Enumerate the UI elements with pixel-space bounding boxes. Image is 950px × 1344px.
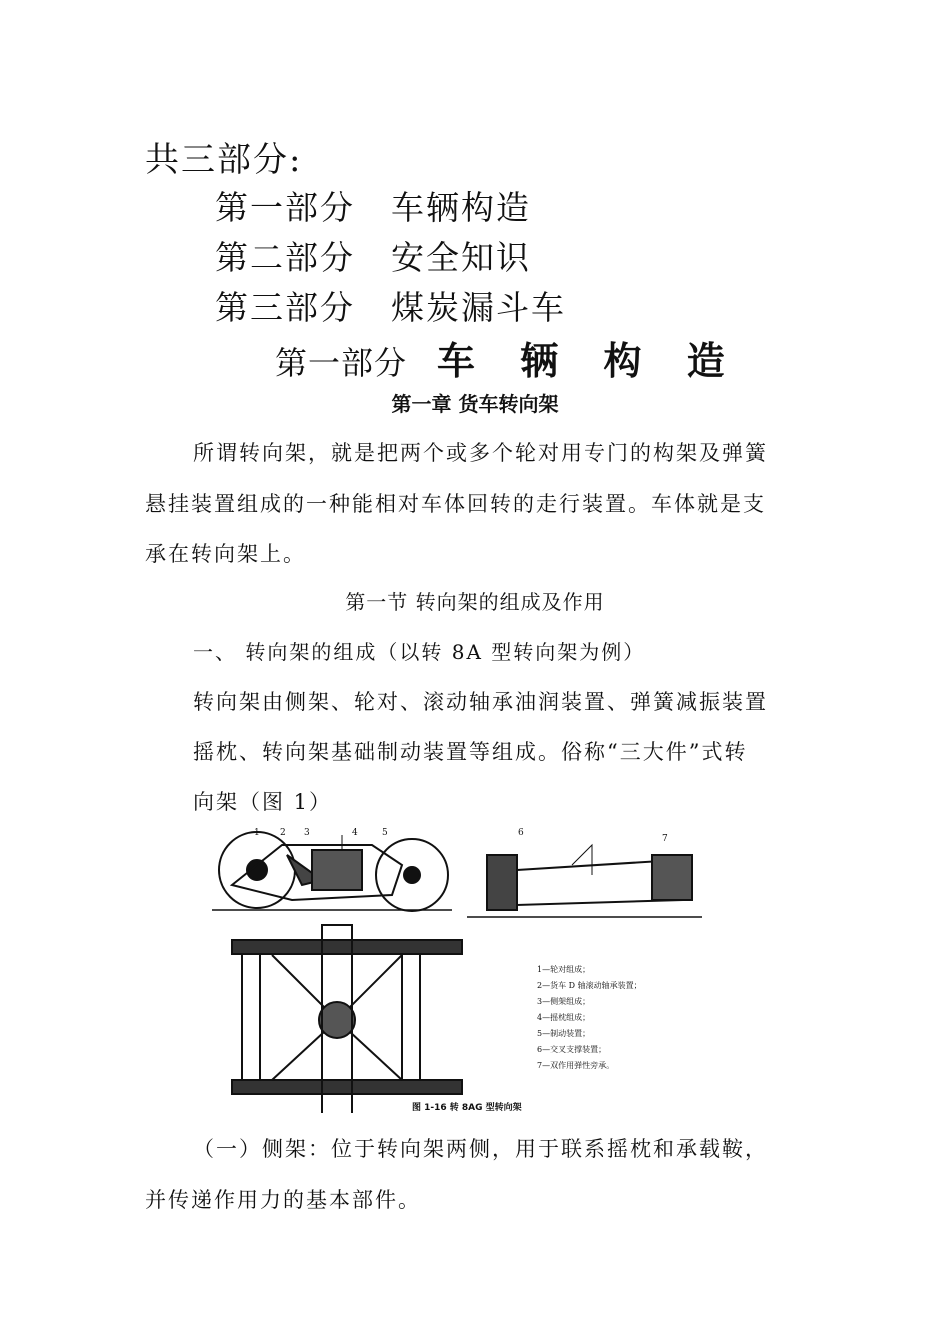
part-1-line (215, 182, 531, 229)
legend-item-4: 4—摇枕组成； (537, 1013, 591, 1022)
figure-legend (537, 964, 642, 1070)
bogie-figure (212, 825, 720, 1113)
part-3-name: 煤炭漏斗车 (391, 288, 566, 327)
chapter-heading: 第一章 货车转向架 (391, 392, 559, 416)
bogie-drawing (212, 825, 720, 1113)
title-prefix: 第一部分 (275, 344, 408, 382)
paragraph-1-line-3: 承在转向架上。 (145, 542, 306, 566)
legend-item-2: 2—货车 D 轴滚动轴承装置； (537, 981, 642, 990)
part-2-name: 安全知识 (391, 238, 531, 277)
item-1-heading: 一、 转向架的组成（以转 8A 型转向架为例） (193, 640, 646, 664)
paragraph-2-line-1: 转向架由侧架、轮对、滚动轴承油润装置、弹簧减振装置 (193, 690, 768, 714)
end-view (467, 845, 702, 917)
part-1-label: 第一部分 (215, 188, 355, 227)
callout-4: 4 (352, 828, 358, 838)
paragraph-2-line-3: 向架（图 1） (193, 790, 333, 814)
paragraph-3-line-1: （一）侧架：位于转向架两侧，用于联系摇枕和承载鞍， (193, 1137, 768, 1161)
figure-caption: 图 1-16 转 8AG 型转向架 (412, 1103, 522, 1113)
callout-3: 3 (304, 828, 310, 838)
top-view (232, 925, 462, 1113)
legend-item-7: 7—双作用弹性旁承。 (537, 1061, 615, 1070)
part-1-name: 车辆构造 (391, 188, 531, 227)
callout-1: 1 (254, 828, 260, 838)
legend-item-6: 6—交叉支撑装置； (537, 1045, 607, 1054)
callout-6: 6 (518, 828, 524, 838)
paragraph-1-line-1: 所谓转向架，就是把两个或多个轮对用专门的构架及弹簧 (193, 441, 768, 465)
paragraph-2-line-2: 摇枕、转向架基础制动装置等组成。俗称“三大件”式转 (193, 740, 748, 764)
legend-item-3: 3—侧架组成； (537, 997, 591, 1006)
part-3-line (215, 282, 566, 329)
callout-2: 2 (280, 828, 286, 838)
legend-item-1: 1—轮对组成； (537, 965, 591, 974)
paragraph-1-line-2: 悬挂装置组成的一种能相对车体回转的走行装置。车体就是支 (145, 492, 766, 516)
part-3-label: 第三部分 (215, 288, 355, 327)
legend-item-5: 5—制动装置； (537, 1029, 591, 1038)
title-main: 车 辆 构 造 (437, 339, 741, 383)
page-title (275, 330, 741, 385)
section-heading: 第一节 转向架的组成及作用 (345, 590, 605, 614)
intro-heading: 共三部分: (145, 140, 303, 180)
callout-5: 5 (382, 828, 388, 838)
part-2-line (215, 232, 531, 279)
callout-7: 7 (662, 834, 668, 844)
paragraph-3-line-2: 并传递作用力的基本部件。 (145, 1188, 421, 1212)
part-2-label: 第二部分 (215, 238, 355, 277)
side-view (212, 832, 452, 911)
end-callouts (518, 828, 668, 844)
